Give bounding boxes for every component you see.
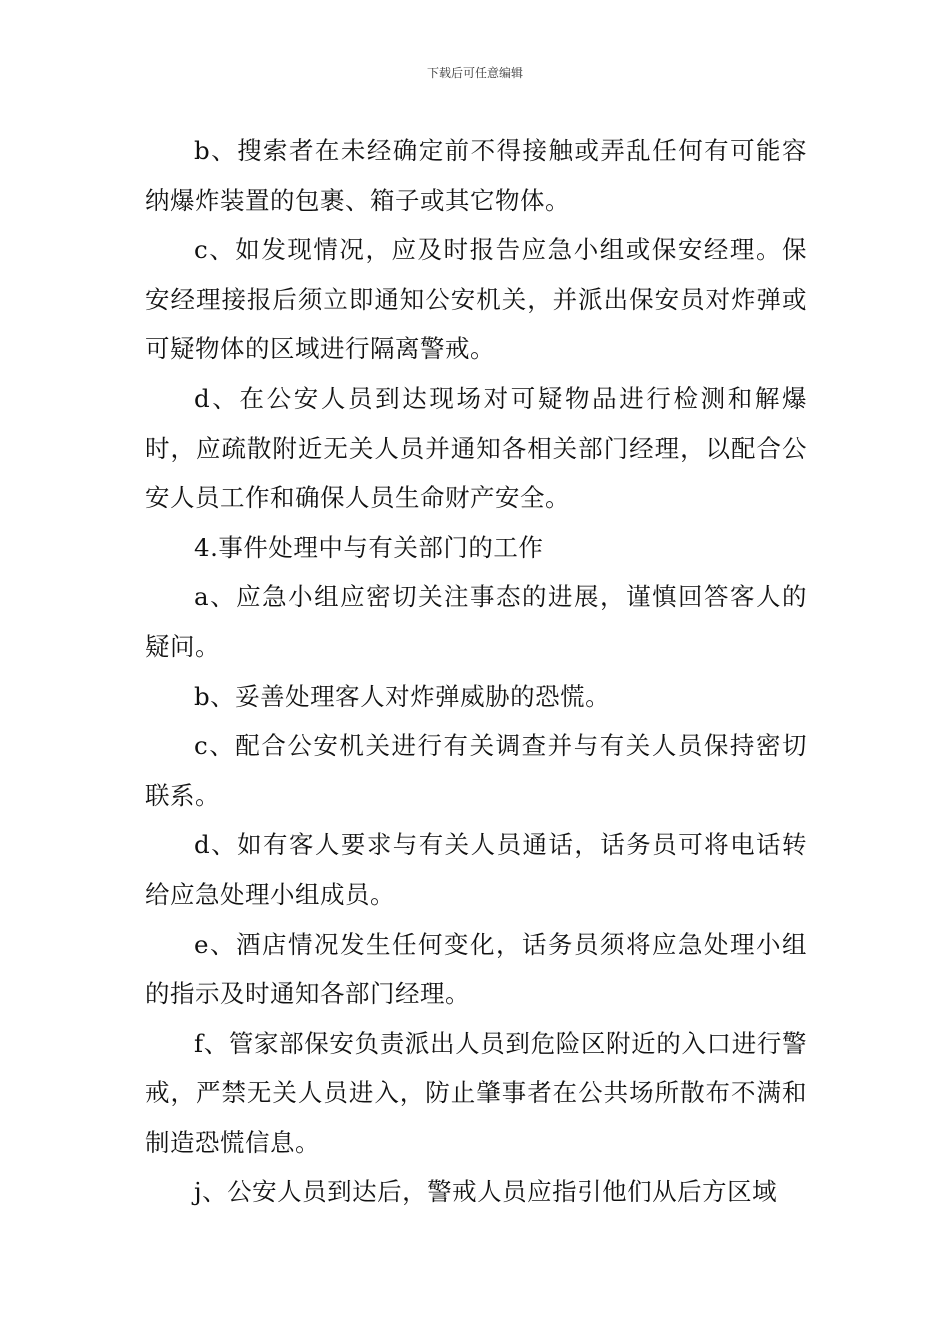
paragraph-c-cooperate: c、配合公安机关进行有关调查并与有关人员保持密切联系。 xyxy=(145,731,807,810)
paragraph-b-search: b、搜索者在未经确定前不得接触或弄乱任何有可能容纳爆炸装置的包裹、箱子或其它物体。 xyxy=(145,136,807,215)
section-heading-4: 4.事件处理中与有关部门的工作 xyxy=(194,532,544,562)
paragraph-d-evacuate: d、在公安人员到达现场对可疑物品进行检测和解爆时，应疏散附近无关人员并通知各相关部门经理，以配合公安人员工作和确保人员生命财产安全。 xyxy=(145,383,807,513)
paragraph-d-calls: d、如有客人要求与有关人员通话，话务员可将电话转给应急处理小组成员。 xyxy=(145,830,807,909)
paragraph-j-police: j、公安人员到达后，警戒人员应指引他们从后方区域 xyxy=(194,1177,778,1207)
paragraph-e-changes: e、酒店情况发生任何变化，话务员须将应急处理小组的指示及时通知各部门经理。 xyxy=(145,929,807,1009)
page-header: 下载后可任意编辑 xyxy=(426,66,523,80)
paragraph-a-monitor: a、应急小组应密切关注事态的进展，谨慎回答客人的疑问。 xyxy=(145,582,807,661)
document-body xyxy=(145,126,807,1217)
paragraph-c-report: c、如发现情况，应及时报告应急小组或保安经理。保安经理接报后须立即通知公安机关，并派出保安员对炸弹或可疑物体的区域进行隔离警戒。 xyxy=(145,235,807,364)
paragraph-f-guard: f、管家部保安负责派出人员到危险区附近的入口进行警戒，严禁无关人员进入，防止肇事者在公共场所散布不满和制造恐慌信息。 xyxy=(145,1028,807,1157)
paragraph-b-panic: b、妥善处理客人对炸弹威胁的恐慌。 xyxy=(194,681,611,711)
